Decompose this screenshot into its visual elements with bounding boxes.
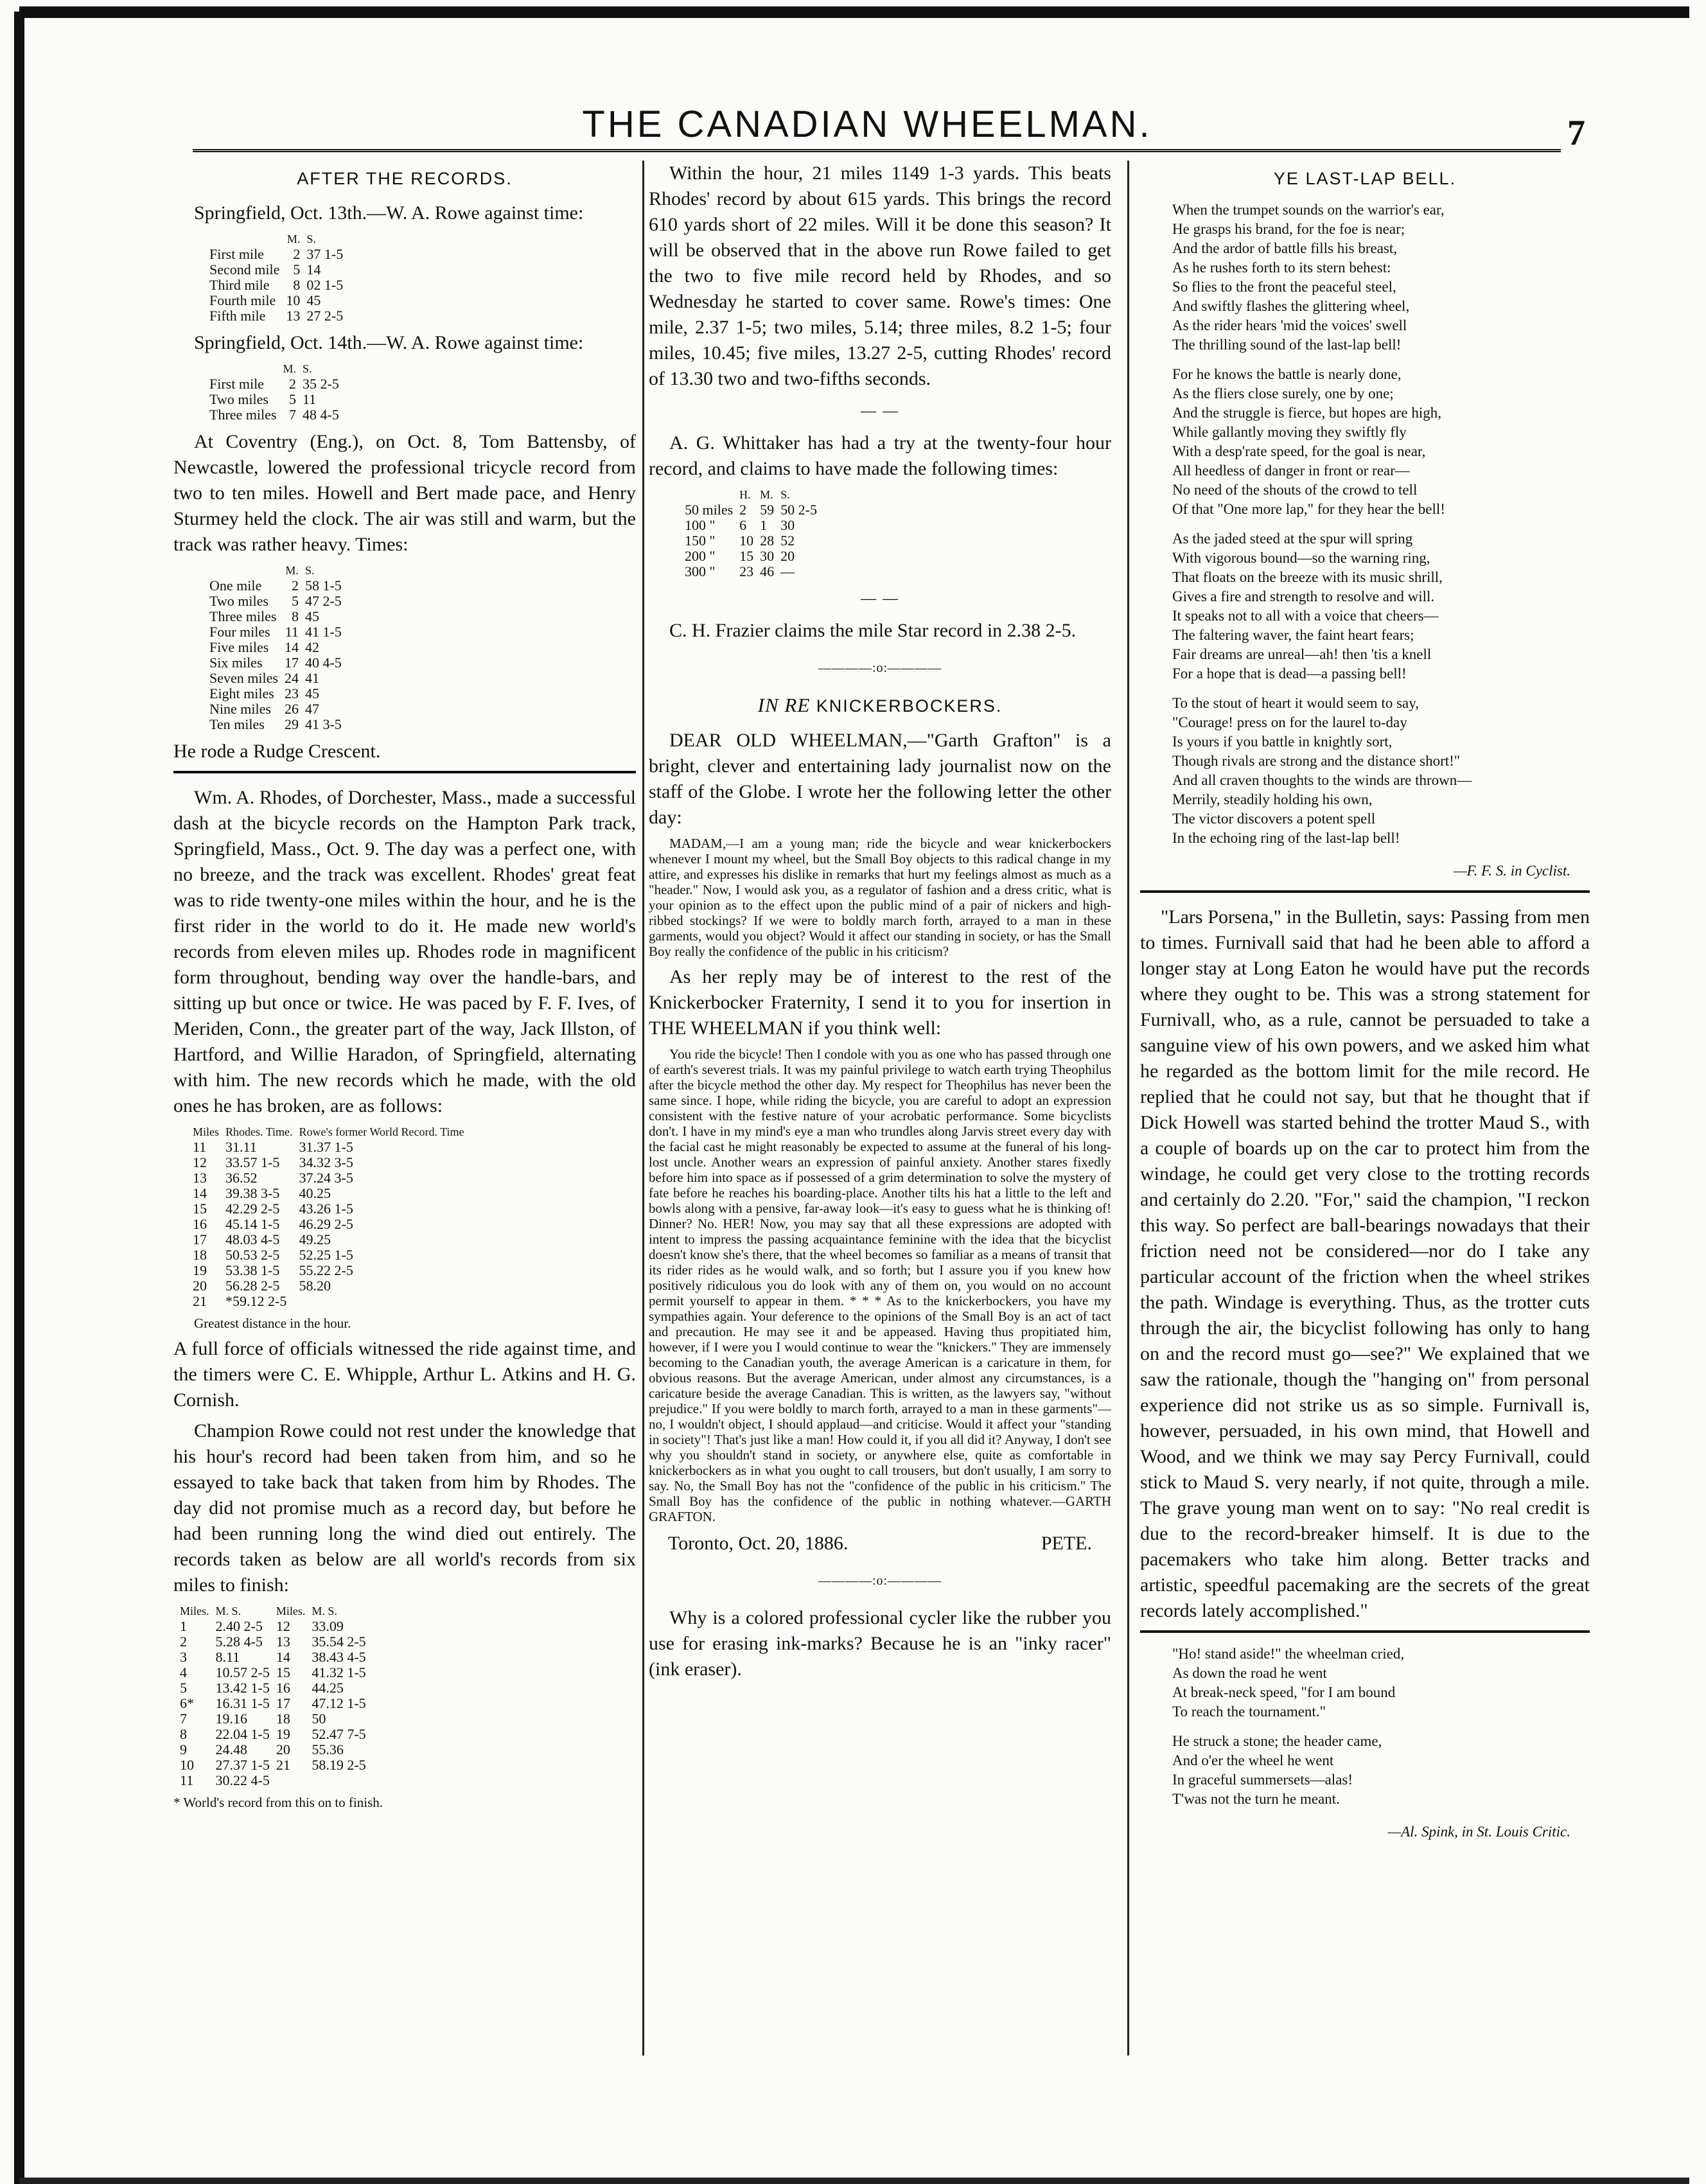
table-row: 3 8.11 14 38.43 4-5 [180,1649,366,1665]
battensby-table: M. S. One mile 2 58 1-5 Two miles 5 47 2-5 Three miles 8 45 Four miles 11 41 1-5 Five miles 14 42 Six miles 17 40 4-5 Seven miles 24 41 Eight miles 23 45 Nine miles 26 47 Ten miles 29 41 3-5 [209,563,348,732]
table-row: Six miles 17 40 4-5 [209,655,342,671]
table-row: Four miles 11 41 1-5 [209,624,342,640]
table-row: 7 19.16 18 50 [180,1711,326,1727]
knickerbockers-paragraph-2: As her reply may be of interest to the rest of the Knickerbocker Fraternity, I send it to you for insertion in THE WHEELMAN if you think well: [649,966,1111,1039]
table-row: 6* 16.31 1-5 17 47.12 1-5 [180,1695,366,1711]
table-row: 16 45.14 1-5 46.29 2-5 [193,1216,353,1232]
separator: — — [861,590,899,607]
table-footnote: * World's record from this on to finish. [173,1795,383,1810]
table-row: Five miles 14 42 [209,639,319,655]
knickerbockers-reply: You ride the bicycle! Then I condole with you as one who has passed through one of earth's severest trials. It was my painful privilege to watch earth trying Theophilus after the bicycle method the other day. My respect for Theophilus has never been the same since. I hope, while riding the bicycle, you are careful to adopt an expression consistent with the festive nature of your acrobatic performance. Some bicyclists don't. I have in my mind's eye a man who trundles along Jarvis street every day with the facial cast he might reasonably be expected to assume at the funeral of his long-lost uncle. Another wears an expression of painful anxiety. Another stares fixedly before him into space as if possessed of a grim determination to solve the mystery of fate before he reaches his boarding-place. Another tilts his hat a little to the left and bowls along with a pensive, far-away look—it's easy to guess what he is thinking of! Dinner? No. HER! Now, you may say that all these expressions are adopted with intent to impress the passing acquaintance feminine with the idea that the bicyclist doesn't know she's there, that the wheel becomes so familiar as a means of transit that its rider rides as he would walk, and so forth; but I assure you if you knew how positively ridiculous you do look with any of them on, you would on no account permit yourself to appear in them. * * * As to the knickerbockers, you have my sympathies again. Your deference to the opinions of the Small Boy is an act of tact and precaution. He may see it and be appeased. Having thus propitiated him, however, if I were you I would continue to wear the "knickers." They are immensely becoming to the Canadian youth, the average American is a caricature in them, for obvious reasons. But the average American, under almost any circumstances, is a caricature beside the average Canadian. This is written, as the lawyers say, "without prejudice." If you were boldly to march forth, arrayed to a man in these garments"—no, I wouldn't object, I should applaud—and criticise. Would it affect your "standing in society"! That's just like a man! How could it, if you all did it? Anyway, I don't see why you shouldn't stand in society, or anywhere else, quite as comfortable in knickerbockers as in what you ought to call trousers, but don't usually, I am sorry to say. No, the Small Boy has not the "confidence of the public in his criticism." The Small Boy has the confidence of the public in nothing whatever.—GARTH GRAFTON. [649,1046,1111,1524]
table-row: 4 10.57 2-5 15 41.32 1-5 [180,1664,366,1680]
table-row: Fifth mile 13 27 2-5 [209,308,344,324]
column-right [1140,161,1590,1845]
table-row: Three miles 7 48 4-5 [209,407,339,423]
table-row: 50 miles 2 59 50 2-5 [685,502,817,518]
table-row: 20 56.28 2-5 58.20 [193,1278,331,1294]
page-edge-left [14,12,24,2184]
page-edge-top [19,6,1689,18]
table-row: 1 2.40 2-5 12 33.09 [180,1618,344,1634]
table-row: One mile 2 58 1-5 [209,577,342,594]
records-paragraph-6: A full force of officials witnessed the ride against time, and the timers were C. E. Whipple, Arthur L. Atkins and H. G. Cornish. [173,1338,636,1411]
riddle-paragraph: Why is a colored professional cycler like the rubber you use for erasing ink-marks? Because he is an "inky racer" (ink eraser). [649,1607,1111,1680]
middle-paragraph-3: C. H. Frazier claims the mile Star record in 2.38 2-5. [669,620,1077,641]
knickerbockers-letter: MADAM,—I am a young man; ride the bicycle and wear knickerbockers whenever I mount my wheel, but the Small Boy objects to this radical change in my attire, and expresses his dislike in remarks that hurt my feelings almost as much as a "header." Now, I would ask you, as a regulator of fashion and a dress critic, what is your opinion as to the effect upon the public mind of a pair of nickers and high-ribbed stockings? If we were to boldly march forth, arrayed to a man in these garments, would you object? Would it affect our standing in society, or has the Small Boy really the confidence of the public in his criticism? [649,836,1111,959]
table-row: 9 24.48 20 55.36 [180,1741,344,1757]
table-row: 18 50.53 2-5 52.25 1-5 [193,1247,353,1263]
signoff-name: PETE. [1041,1533,1092,1554]
poem-stanza: To the stout of heart it would seem to say, "Courage! press on for the laurel to-day Is yours if you battle in knightly sort, Though rivals are strong and the distance short!" And all craven thoughts to the winds are thrown— Merrily, steadily holding his own, The victor discovers a potent spell In the echoing ring of the last-lap bell! [1172,695,1472,846]
rhodes-records-table: Miles Rhodes. Time. Rowe's former World Record. Time 11 31.11 31.37 1-5 12 33.57 1-5 34.32 3-5 13 36.52 37.24 3-5 14 39.38 3-5 40.25 15 42.29 2-5 43.26 1-5 16 45.14 1-5 46.29 2-5 17 48.03 4-5 49.25 18 50.53 2-5 52.25 1-5 19 53.38 1-5 55.22 2-5 20 56.28 2-5 58.20 21 *59.12 2-5 [193,1124,471,1309]
poem-stanza: For he knows the battle is nearly done, As the fliers close surely, one by one; And the struggle is fierce, but hopes are high, While gallantly moving they swiftly fly With a desp'rate speed, for the goal is near, All heedless of danger in front or rear— No need of the shouts of the crowd to tell Of that "One more lap," for they hear the bell! [1172,366,1445,517]
masthead-rule [193,149,1561,156]
table-row: Nine miles 26 47 [209,701,319,717]
table-row: Three miles 8 45 [209,608,319,624]
masthead-title: THE CANADIAN WHEELMAN. [582,103,1152,145]
poem-attribution: —F. F. S. in Cyclist. [1454,863,1570,879]
knickerbockers-heading: IN RE KNICKERBOCKERS. [757,694,1003,716]
section-rule [173,771,636,773]
table-row: First mile 2 37 1-5 [209,246,344,262]
table-row: 200 " 15 30 20 [685,548,795,564]
table-row: 5 13.42 1-5 16 44.25 [180,1680,344,1696]
table-row: First mile 2 35 2-5 [209,376,339,392]
rowe-oct14-table: M. S. First mile 2 35 2-5 Two miles 5 11 Three miles 7 48 4-5 [209,361,346,423]
table-row: Seven miles 24 41 [209,670,319,686]
table-row: 8 22.04 1-5 19 52.47 7-5 [180,1726,366,1742]
table-row: 12 33.57 1-5 34.32 3-5 [193,1154,353,1170]
rowe-oct13-table: M. S. First mile 2 37 1-5 Second mile 5 14 Third mile 8 02 1-5 Fourth mile 10 45 Fifth mile 13 27 2-5 [209,231,349,324]
page-edge-bottom [19,2178,1689,2184]
rowe-world-records-table: Miles. M. S. Miles. M. S. 1 2.40 2-5 12 33.09 2 5.28 4-5 13 35.54 2-5 3 8.11 14 38.43 4-5 4 10.57 2-5 15 41.32 1-5 5 13.42 1-5 16 44.25 6* 16.31 1-5 17 47.12 1-5 7 19.16 18 50 8 22.04 1-5 19 52.47 7-5 9 24.48 20 55.36 10 27.37 1-5 21 58.19 2-5 11 30.22 4-5 [180,1603,373,1788]
knickerbockers-paragraph-1: DEAR OLD WHEELMAN,—"Garth Grafton" is a bright, clever and entertaining lady journalist now on the staff of the Globe. I wrote her the following letter the other day: [649,730,1111,828]
table-row: 14 39.38 3-5 40.25 [193,1185,331,1201]
table-row: 2 5.28 4-5 13 35.54 2-5 [180,1634,366,1650]
table-row: 10 27.37 1-5 21 58.19 2-5 [180,1757,366,1773]
section-rule [1140,890,1590,893]
poem-stanza: When the trumpet sounds on the warrior's ear, He grasps his brand, for the foe is near; And the ardor of battle fills his breast, As he rushes forth to its stern behest: So flies to the front the peaceful steel, And swiftly flashes the glittering wheel, As the rider hears 'mid the voices' swell The thrilling sound of the last-lap bell! [1172,202,1445,353]
records-paragraph-4: He rode a Rudge Crescent. [173,741,381,762]
verse-stanza: He struck a stone; the header came, And o'er the wheel he went In graceful summersets—alas! T'was not the turn he meant. [1172,1733,1382,1807]
records-paragraph-2: Springfield, Oct. 14th.—W. A. Rowe against time: [194,332,584,353]
table-row: 150 " 10 28 52 [685,533,795,549]
table-row: Two miles 5 47 2-5 [209,593,342,609]
table-row: 19 53.38 1-5 55.22 2-5 [193,1262,353,1278]
column-left [173,161,636,1815]
records-paragraph-7: Champion Rowe could not rest under the knowledge that his hour's record had been taken from him, and so he essayed to take back that taken from him by Rhodes. The day did not promise much as a record day, but before he had been running long the wind died out entirely. The records taken as below are all world's records from six miles to finish: [173,1420,636,1596]
verse-stanza: "Ho! stand aside!" the wheelman cried, As down the road he went At break-neck speed, "for I am bound To reach the tournament." [1172,1646,1405,1720]
poem-stanza: As the jaded steed at the spur will spring With vigorous bound—so the warning ring, That floats on the breeze with its music shrill, Gives a fire and strength to resolve and will. It speaks not to all with a voice that cheers— The faltering waver, the faint heart fears; Fair dreams are unreal—ah! then 'tis a knell For a hope that is dead—a passing bell! [1172,531,1443,682]
page-number: 7 [1567,113,1585,153]
poem-title: YE LAST-LAP BELL. [1273,169,1457,188]
furnivall-paragraph: "Lars Porsena," in the Bulletin, says: Passing from men to times. Furnivall said that had he been able to afford a longer stay at Long Eaton he would have put the records where they ought to be. This was a strong statement for Furnivall, who, as a rule, cannot be persuaded to take a sanguine view of his own powers, and we asked him what he regarded as the bottom limit for the mile record. He replied that he could not say, but that he thought that if Dick Howell was started behind the trotter Maud S., with a couple of boards up on the car to protect him from the windage, he could get very close to the trotting records and certainly do 2.20. "For," said the champion, "I reckon this way. So perfect are ball-bearings nowadays that their friction need not be considered—nor do I take any particular account of the friction when the wheel strikes the path. Windage is everything. Thus, as the trotter cuts through the air, the bicyclist following has only to hang on and the record must go—see?" We explained that we saw the rationale, though the "hanging on" from personal experience did not strike us as so simple. Furnivall is, however, persuaded, in his own mind, that Howell and Wood, and we think we may say Percy Furnivall, could stick to Maud S. very nearly, if not quite, through a mile. The grave young man went on to say: "No real credit is due to the record-breaker himself. It is due to the pacemakers who take him along. Better tracks and artistic, speedful pacemaking are the secrets of the great records lately accomplished." [1140,906,1590,1621]
table-row: 100 " 6 1 30 [685,517,795,533]
table-row: 11 31.11 31.37 1-5 [193,1139,353,1155]
records-paragraph-1: Springfield, Oct. 13th.—W. A. Rowe against time: [194,202,584,224]
separator: — — [861,403,899,419]
table-row: Third mile 8 02 1-5 [209,277,344,293]
column-divider-right [1127,161,1129,2056]
records-paragraph-5: Wm. A. Rhodes, of Dorchester, Mass., made a successful dash at the bicycle records on the Hampton Park track, Springfield, Mass., Oct. 9. The day was a perfect one, with no breeze, and the track was excellent. Rhodes' great feat was to ride twenty-one miles within the hour, and he is the first rider in the world to do it. He made new world's records from eleven miles up. Rhodes rode in magnificent form throughout, bending way over the handle-bars, and sitting up but once or twice. He was paced by F. F. Ives, of Meriden, Conn., the greater part of the way, Jack Illston, of Hartford, and Willie Haradon, of Springfield, alternating with him. The new records which he made, with the old ones he has broken, are as follows: [173,787,636,1116]
column-divider-left [642,161,644,2056]
table-row: 21 *59.12 2-5 [193,1293,287,1309]
whittaker-table: H. M. S. 50 miles 2 59 50 2-5 100 " 6 1 30 150 " 10 28 52 200 " 15 30 20 300 " 23 46 — [685,487,823,579]
middle-paragraph-1: Within the hour, 21 miles 1149 1-3 yards. This beats Rhodes' record by about 615 yards. This brings the record 610 yards short of 22 miles. Will it be done this season? It will be observed that in the above run Rowe failed to get the two to five mile record held by Rhodes, and so Wednesday he started to cover same. Rowe's times: One mile, 2.37 1-5; two miles, 5.14; three miles, 8.2 1-5; four miles, 10.45; five miles, 13.27 2-5, cutting Rhodes' record of 13.30 two and two-fifths seconds. [649,163,1111,389]
table-row: 15 42.29 2-5 43.26 1-5 [193,1201,353,1217]
section-rule [1140,1630,1590,1633]
separator: ————:o:———— [818,661,942,675]
table-row: Ten miles 29 41 3-5 [209,716,342,732]
signoff-place: Toronto, Oct. 20, 1886. [668,1533,849,1554]
records-heading: AFTER THE RECORDS. [297,169,513,188]
table-row: Fourth mile 10 45 [209,292,321,308]
table-row: 17 48.03 4-5 49.25 [193,1231,331,1247]
signoff [668,1531,1092,1556]
records-paragraph-3: At Coventry (Eng.), on Oct. 8, Tom Battensby, of Newcastle, lowered the professional tricycle record from two to ten miles. Howell and Bert made pace, and Henry Sturmey held the clock. The air was still and warm, but the track was rather heavy. Times: [173,431,636,555]
table-row: 11 30.22 4-5 [180,1772,270,1788]
verse-attribution: —Al. Spink, in St. Louis Critic. [1387,1824,1570,1840]
table-row: Eight miles 23 45 [209,685,319,701]
column-middle [649,161,1111,1687]
separator: ————:o:———— [818,1574,942,1588]
table-row: Two miles 5 11 [209,391,317,407]
table-row: 300 " 23 46 — [685,563,795,579]
middle-paragraph-2: A. G. Whittaker has had a try at the twenty-four hour record, and claims to have made the following times: [649,432,1111,479]
table-row: 13 36.52 37.24 3-5 [193,1170,353,1186]
table-row: Second mile 5 14 [209,261,321,277]
table-footnote: Greatest distance in the hour. [194,1316,351,1331]
